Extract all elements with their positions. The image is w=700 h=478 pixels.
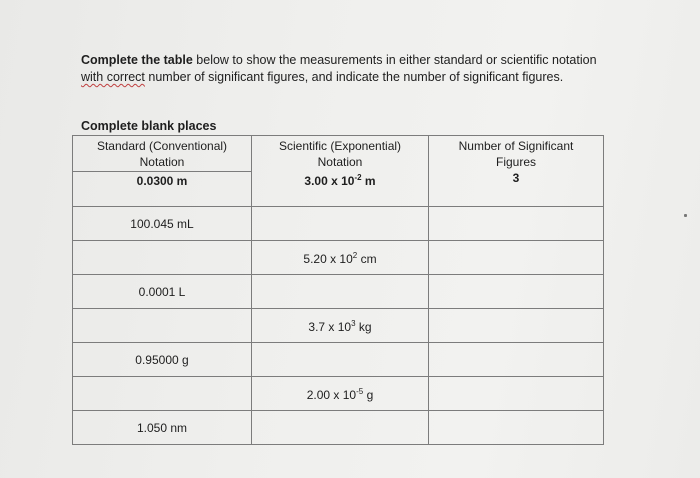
table-row: [73, 343, 604, 377]
cell-sigfigs[interactable]: [429, 377, 604, 411]
cell-scientific[interactable]: [252, 343, 429, 377]
cell-scientific[interactable]: [252, 241, 429, 275]
table-row: [73, 241, 604, 275]
header-standard-divider: [73, 171, 251, 172]
cell-standard[interactable]: 100.045 mL: [73, 207, 252, 241]
example-scientific-base: 3.00 x 10: [304, 174, 355, 188]
cell-sigfigs[interactable]: [429, 241, 604, 275]
cell-standard[interactable]: [73, 377, 252, 411]
table-subtitle: Complete blank places: [81, 119, 217, 133]
table-row: [73, 411, 604, 445]
instructions-text-1: below to show the measurements in either standard or scientific notation: [192, 53, 597, 67]
sci-unit: cm: [360, 252, 377, 266]
table-row: [73, 377, 604, 411]
instructions-bold: Complete the table: [81, 53, 193, 67]
sci-base: 3.7 x 10: [308, 320, 352, 334]
cell-standard[interactable]: 0.95000 g: [73, 343, 252, 377]
sci-unit: g: [366, 388, 374, 402]
sci-exp: -5: [356, 387, 364, 396]
cell-scientific[interactable]: [252, 309, 429, 343]
instructions-paragraph: [81, 52, 601, 86]
header-standard-line1: Standard (Conventional): [96, 139, 228, 153]
header-sigfigs: [429, 136, 604, 207]
table-row: [73, 207, 604, 241]
cell-scientific[interactable]: [252, 377, 429, 411]
instructions-underlined: with correct: [81, 70, 145, 84]
sci-exp: 2: [352, 251, 358, 260]
cell-sigfigs[interactable]: [429, 343, 604, 377]
sci-base: 2.00 x 10: [306, 388, 357, 402]
header-sigfigs-line1: Number of Significant: [458, 139, 574, 153]
instructions-text-2: number of significant figures, and indicate the number of significant figures.: [144, 70, 564, 84]
example-scientific: [252, 170, 428, 189]
header-sigfigs-line2: Figures: [495, 155, 536, 169]
cell-standard[interactable]: 1.050 nm: [73, 411, 252, 445]
header-scientific: [252, 136, 429, 207]
cell-standard[interactable]: 0.0001 L: [73, 275, 252, 309]
cell-standard[interactable]: [73, 241, 252, 275]
cell-standard[interactable]: [73, 309, 252, 343]
header-scientific-line2: Notation: [317, 155, 363, 169]
table-row: [73, 309, 604, 343]
example-sigfigs: 3: [512, 171, 520, 185]
cell-scientific[interactable]: [252, 411, 429, 445]
table-row: [73, 275, 604, 309]
sci-base: 5.20 x 10: [303, 252, 353, 266]
example-scientific-exp: -2: [354, 173, 362, 182]
sci-unit: kg: [358, 320, 372, 334]
header-scientific-line1: Scientific (Exponential): [278, 139, 402, 153]
cell-sigfigs[interactable]: [429, 275, 604, 309]
cell-sigfigs[interactable]: [429, 411, 604, 445]
cell-sigfigs[interactable]: [429, 309, 604, 343]
example-scientific-unit: m: [364, 174, 376, 188]
sci-exp: 3: [351, 319, 356, 328]
cell-scientific[interactable]: [252, 207, 429, 241]
measurement-table: [72, 135, 604, 445]
header-standard-line2: Notation: [139, 155, 185, 169]
cell-sigfigs[interactable]: [429, 207, 604, 241]
stray-mark: [684, 214, 687, 217]
cell-scientific[interactable]: [252, 275, 429, 309]
example-standard: 0.0300 m: [136, 174, 188, 188]
table-header-row: [73, 136, 604, 207]
header-standard: [73, 136, 252, 207]
